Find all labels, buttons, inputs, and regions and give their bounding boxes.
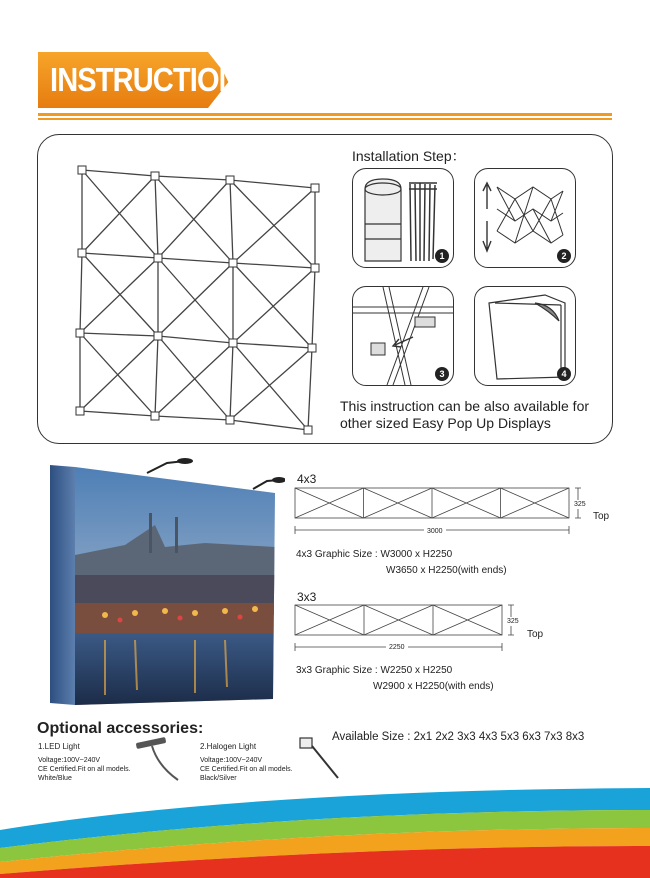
layout-4x3-graphic-size-ends: W3650 x H2250(with ends): [386, 565, 507, 576]
instruction-note: [340, 398, 610, 432]
step-number: 4: [557, 367, 571, 381]
layout-3x3-graphic-size-ends: W2900 x H2250(with ends): [373, 681, 494, 692]
step-3-panel: [352, 286, 454, 386]
step-2-panel: [474, 168, 576, 268]
accessory-cert: CE Certified.Fit on all models.: [200, 766, 293, 773]
layout-4x3-height: 325: [574, 501, 586, 508]
note-line: other sized Easy Pop Up Displays: [340, 415, 551, 431]
page-title: INSTRUCTION: [50, 61, 239, 98]
accessory-name: 2.Halogen Light: [200, 742, 257, 751]
note-line: This instruction can be also available for: [340, 398, 590, 414]
display-photo: [45, 455, 285, 717]
layout-4x3-width: 3000: [424, 527, 446, 536]
divider-line: [38, 113, 612, 116]
step-1-panel: [352, 168, 454, 268]
bottom-swoosh-decoration: [0, 770, 650, 878]
accessories-title: Optional accessories:: [37, 720, 204, 737]
accessory-cert: CE Certified.Fit on all models.: [38, 766, 131, 773]
layout-4x3-top: Top: [593, 511, 610, 522]
layout-3x3-height: 325: [507, 618, 519, 625]
layout-4x3-label: 4x3: [297, 472, 317, 486]
accessory-name: 1.LED Light: [38, 742, 80, 751]
accessory-voltage: Voltage:100V~240V: [200, 757, 263, 764]
available-sizes: Available Size : 2x1 2x2 3x3 4x3 5x3 6x3 7x3 8x3: [332, 731, 585, 743]
installation-title: Installation Step：: [352, 148, 466, 164]
accessory-voltage: Voltage:100V~240V: [38, 757, 101, 764]
step-number: 3: [435, 367, 449, 381]
layout-3x3-graphic-size: 3x3 Graphic Size : W2250 x H2250: [296, 665, 453, 676]
step-number: 1: [435, 249, 449, 263]
accessory-colors: White/Blue: [38, 775, 72, 782]
accessory-colors: Black/Silver: [200, 775, 237, 782]
layout-4x3-graphic-size: 4x3 Graphic Size : W3000 x H2250: [296, 549, 453, 560]
step-4-panel: [474, 286, 576, 386]
step-number: 2: [557, 249, 571, 263]
layout-3x3-label: 3x3: [297, 590, 317, 604]
divider-line: [38, 118, 612, 120]
layout-3x3-width: 2250: [386, 643, 408, 652]
frame-illustration: [70, 158, 325, 438]
layout-3x3-top: Top: [527, 629, 544, 640]
